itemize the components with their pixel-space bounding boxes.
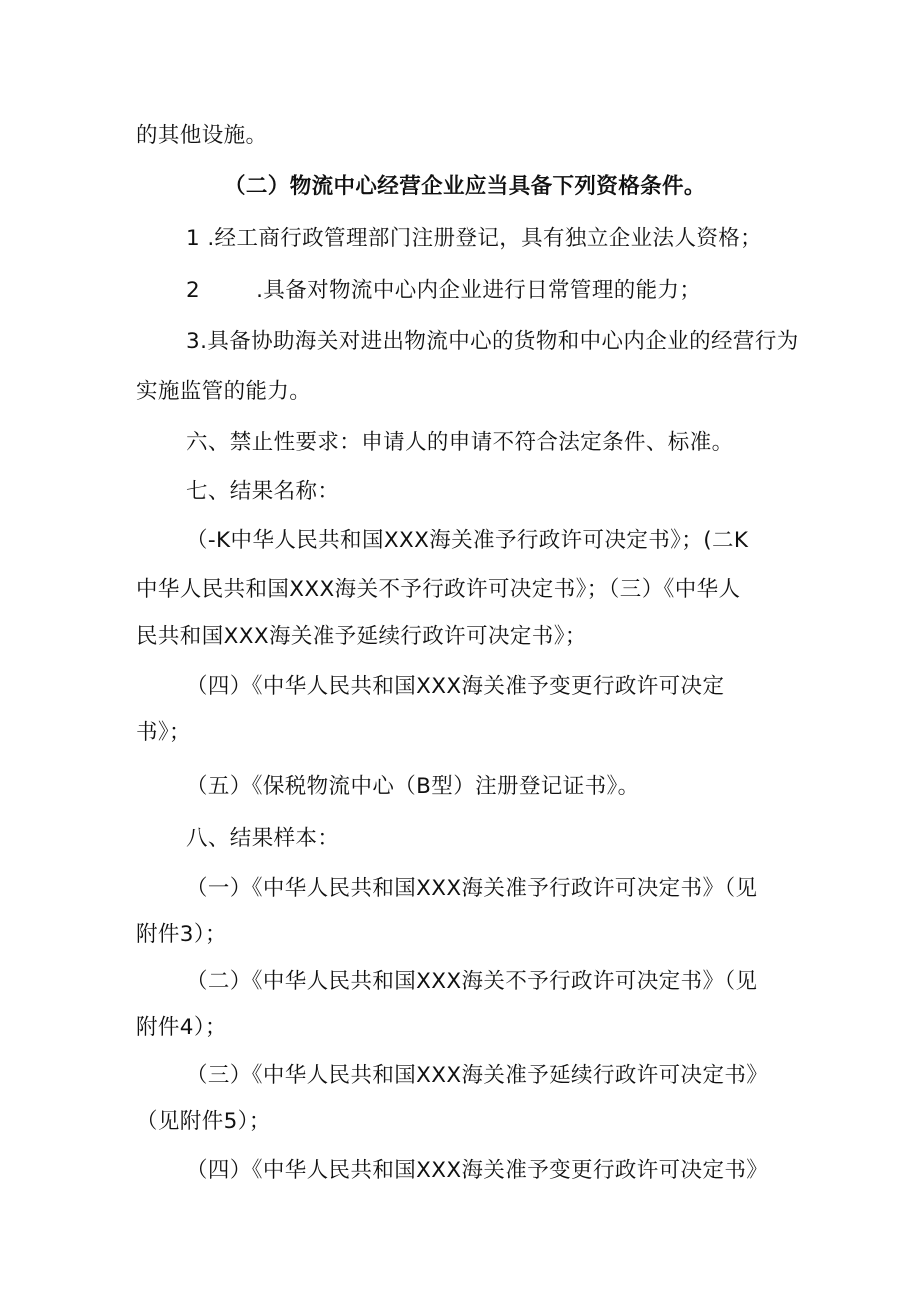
paragraph-line: （五）《保税物流中心（B型）注册登记证书》。 xyxy=(186,774,640,799)
paragraph-line: 附件3）； xyxy=(136,922,227,947)
section-heading: （二）物流中心经营企业应当具备下列资格条件。 xyxy=(224,174,706,199)
paragraph-line: （二）《中华人民共和国XXX海关不予行政许可决定书》（见 xyxy=(186,969,758,994)
paragraph-line: （-K中华人民共和国XXX海关准予行政许可决定书》；(二K xyxy=(186,528,749,553)
paragraph-line: 七、结果名称： xyxy=(186,479,340,504)
paragraph-line: 八、结果样本： xyxy=(186,826,340,851)
paragraph-line: 中华人民共和国XXX海关不予行政许可决定书》；（三）《中华人 xyxy=(136,577,741,602)
paragraph-line: 1 .经工商行政管理部门注册登记，具有独立企业法人资格； xyxy=(186,226,763,251)
paragraph-line: 的其他设施。 xyxy=(136,123,268,148)
item-text: .具备对物流中心内企业进行日常管理的能力； xyxy=(256,278,702,303)
paragraph-line: （四）《中华人民共和国XXX海关准予变更行政许可决定 xyxy=(186,674,725,699)
paragraph-line: （见附件5）； xyxy=(136,1109,271,1134)
paragraph-line: 民共和国XXX海关准予延续行政许可决定书》； xyxy=(136,624,587,649)
paragraph-line: 六、禁止性要求：申请人的申请不符合法定条件、标准。 xyxy=(186,430,734,455)
paragraph-line: 3.具备协助海关对进出物流中心的货物和中心内企业的经营行为 xyxy=(186,329,799,354)
paragraph-line: （三）《中华人民共和国XXX海关准予延续行政许可决定书》 xyxy=(186,1063,769,1088)
paragraph-line: （一）《中华人民共和国XXX海关准予行政许可决定书》（见 xyxy=(186,876,758,901)
paragraph-line xyxy=(186,276,701,306)
paragraph-line: 实施监管的能力。 xyxy=(136,379,312,404)
paragraph-line: 书》； xyxy=(136,720,191,745)
item-number: 2 xyxy=(186,278,201,303)
paragraph-line: 附件4）； xyxy=(136,1015,227,1040)
paragraph-line: （四）《中华人民共和国XXX海关准予变更行政许可决定书》 xyxy=(186,1158,769,1183)
